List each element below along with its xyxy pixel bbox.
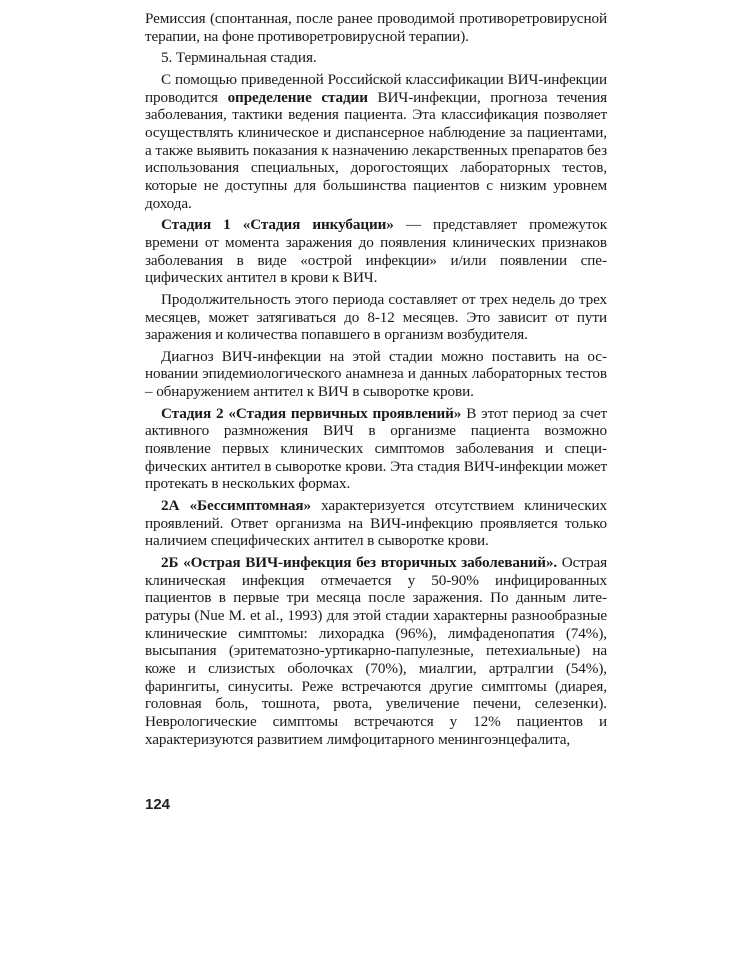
- paragraph-stage-2b: [145, 554, 607, 748]
- heading-stage-2: Стадия 2 «Стадия первичных проявлений»: [161, 404, 462, 422]
- page-body: [145, 10, 607, 752]
- paragraph-text: Ремиссия (спонтанная, после ранее проводимой противоретровирусной терапии, на фоне противоретровирусной терапии).: [145, 10, 607, 45]
- heading-stage-2a: 2А «Бессимптомная»: [161, 497, 311, 515]
- paragraph-text: Продолжительность этого периода составляет от трех недель до трех месяцев, может затягиваться до 8-12 месяцев. Это зависит от пути заражения и количества попавшего в организм возбудителя.: [145, 290, 607, 344]
- paragraph-remission: [145, 10, 607, 45]
- paragraph-text: Острая клиническая инфекция отмечается у 50-90% инфицированных пациентов в первые три месяца после заражения. По данным литературы (Nue M. et al., 1993) для этой стадии характерны разнообразные клинические симптомы: лихорадка (96%), лимфаденопатия (74%), высыпания (эритематозно-уртикарно-папулезные, петехиальные) на коже и слизистых оболочках (70%), миалгии, артралгии (54%), фарингиты, синуситы. Реже встречаются другие симптомы (диарея, головная боль, тошнота, рвота, увеличение печени, селезенки). Неврологические симптомы встречаются у 12% пациентов и характеризуются развитием лимфоцитарного менингоэнцефалита,: [145, 554, 608, 748]
- paragraph-text: 5. Терминальная стадия.: [161, 49, 317, 67]
- paragraph-text: С помощью приведенной Российской классификации ВИЧ-инфекции проводится: [145, 70, 607, 106]
- emphasis-stage-definition: определение стадии: [227, 88, 368, 106]
- paragraph-stage-1: [145, 216, 607, 287]
- paragraph-diagnosis: [145, 348, 607, 401]
- paragraph-duration: [145, 291, 607, 344]
- paragraph-terminal-stage: [145, 49, 607, 67]
- paragraph-text: — представляет промежуток времени от момента заражения до появления клинических признаков заболевания в виде «острой инфекции» и/или появлении специфических антител в крови к ВИЧ.: [145, 216, 607, 287]
- paragraph-text: В этот период за счет активного размножения ВИЧ в организме пациента возможно появление первых клинических симптомов заболевания и специфических антител в сыворотке крови. Эта стадия ВИЧ-инфекции может протекать в нескольких формах.: [145, 404, 608, 493]
- paragraph-text: Диагноз ВИЧ-инфекции на этой стадии можно поставить на основании эпидемиологического анамнеза и данных лабораторных тестов – обнаружением антител к ВИЧ в сыворотке крови.: [145, 347, 607, 401]
- heading-stage-2b: 2Б «Острая ВИЧ-инфекция без вторичных заболеваний».: [161, 554, 558, 572]
- paragraph-classification: [145, 71, 607, 212]
- heading-stage-1: Стадия 1 «Стадия инкубации»: [161, 216, 394, 234]
- paragraph-stage-2a: [145, 497, 607, 550]
- page-number: 124: [145, 796, 171, 813]
- paragraph-stage-2: [145, 405, 607, 493]
- paragraph-text: характеризуется отсутствием клинических проявлений. Ответ организма на ВИЧ-инфекцию проявляется только наличием специфических антител в сыворотке крови.: [145, 497, 607, 550]
- paragraph-text: ВИЧ-инфекции, прогноза течения заболевания, тактики ведения пациента. Эта классификация позволяет осуществлять клиническое и диспансерное наблюдение за пациентами, а также выявить показания к назначению лекарственных препаратов без использования специальных, дорогостоящих лабораторных тестов, которые не доступны для большинства пациентов с низким уровнем дохода.: [145, 88, 608, 212]
